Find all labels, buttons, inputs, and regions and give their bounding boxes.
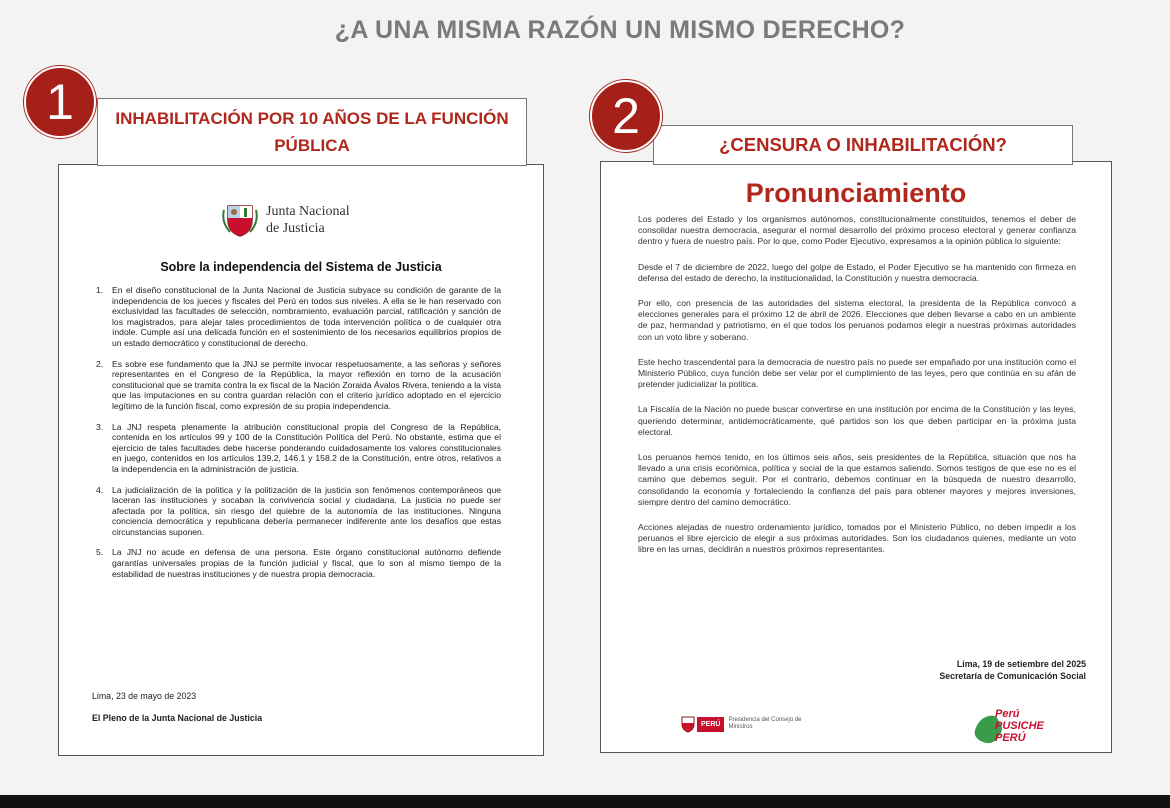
page-title: ¿A UNA MISMA RAZÓN UN MISMO DERECHO? (334, 16, 906, 44)
list-item: 5. La JNJ no acude en defensa de una persona. Este órgano constitucional autónomo defiende garantías universales propias de la función judicial y fiscal, que lo son al mismo tiempo de la estabilidad de nuestras instituciones y de nuestra propia democracia. (96, 547, 501, 579)
campaign-logo (969, 702, 1061, 752)
document-body (638, 214, 1076, 570)
pcm-logo (679, 715, 808, 733)
number-badge-1: 1 (24, 66, 96, 138)
pronunciamiento-document (600, 161, 1112, 753)
jnj-statement-document (58, 164, 544, 756)
number-badge-2: 2 (590, 80, 662, 152)
peru-shield-icon (679, 715, 697, 733)
list-item: 1. En el diseño constitucional de la Junta Nacional de Justicia subyace su condición de garante de la independencia de los jueces y fiscales del Perú en todos sus niveles. A ella se le han reservado con exclusividad las facultades de selección, nombramiento, evaluación parcial, ratificación y sanción de los magistrados, para alejar tales procedimientos de toda intervención política o de cualquier otra índole. Cumple así una delicada función en el sostenimiento de los necesarios equilibrios propios de un estado democrático y constitucional de derecho. (96, 285, 501, 348)
list-item: 2. Es sobre ese fundamento que la JNJ se permite invocar respetuosamente, a las señoras y señores representantes en el Congreso de la República, la mayor reflexión en torno de la acusación constitucional que se tramita contra la ex fiscal de la Nación Zoraida Ávalos Rivera, teniendo a la vista que las imputaciones en su contra guardan relación con el criterio jurídico adoptado en el ejercicio legítimo de la función fiscal, como expresión de su propia independencia. (96, 358, 501, 411)
document-title: Sobre la independencia del Sistema de Justicia (160, 260, 442, 274)
numbered-list (96, 285, 501, 589)
document-signature: El Pleno de la Junta Nacional de Justicia (92, 713, 263, 723)
paragraph: La Fiscalía de la Nación no puede buscar convertirse en una institución por encima de la Constitución y las leyes, queriendo determinar, antidemocráticamente, qué partidos son los que deben participar en la próxima justa electoral. (638, 404, 1076, 437)
paragraph: Los peruanos hemos tenido, en los últimos seis años, seis presidentes de la República, situación que nos ha llevado a una crisis económica, política y social de la que estamos saliendo. Somos testigos de que ese no es el camino que debemos seguir. Por el contrario, debemos continuar en la búsqueda de nuestro desarrollo, consolidando la economía y fortaleciendo la confianza del país para obtener mayores y mejores inversiones, siempre dentro del camino democrático. (638, 452, 1076, 507)
document-date: Lima, 19 de setiembre del 2025 (956, 659, 1086, 669)
list-item: 4. La judicialización de la política y la politización de la justicia son fenómenos contemporáneos que laceran las instituciones y socaban la convivencia social y ciudadana. La justicia no puede ser afectada por la política, sin riesgo del quiebre de la autonomía de las instituciones. Ninguna conciencia democrática y republicana debería permanecer indiferente ante los desafíos que estas circunstancias suponen. (96, 484, 501, 537)
paragraph: Este hecho trascendental para la democracia de nuestro país no puede ser empañado por una institución como el Ministerio Público, cuya función debe ser velar por el cumplimiento de las leyes, pero que continúa en su afán de pretender judicializar la política. (638, 356, 1076, 390)
paragraph: Acciones alejadas de nuestro ordenamiento jurídico, tomados por el Ministerio Público, no deben impedir a los peruanos el libre ejercicio de elegir a sus próximas autoridades. Son los ciudadanos quienes, mediante un voto libre en las urnas, decidirán a nuestros próximos representantes. (638, 522, 1076, 555)
list-item: 3. La JNJ respeta plenamente la atribución constitucional propia del Congreso de la República, contenida en los artículos 99 y 100 de la Constitución Política del Perú. No obstante, estima que el ejercicio de tales facultades debe hacerse ponderando cuidadosamente los valores constitucionales en juego, contenidos en los artículos 139.2, 146.1 y 158.2 de la Constitución, entre otros, relativos a la independencia en la administración de justicia. (96, 421, 501, 474)
right-label: ¿CENSURA O INHABILITACIÓN? (653, 125, 1073, 165)
paragraph: Los poderes del Estado y los organismos autónomos, constitucionalmente constituidos, tenemos el deber de consolidar nuestra democracia, asegurar el normal desarrollo del próximo proceso electoral y generar confianza dentro y fuera de nuestro país. Por lo que, como Poder Ejecutivo, expresamos a la opinión pública lo siguiente: (638, 214, 1076, 247)
paragraph: Desde el 7 de diciembre de 2022, luego del golpe de Estado, el Poder Ejecutivo se ha mantenido con firmeza en defensa del estado de derecho, la institucionalidad, la Constitución y nuestra democracia. (638, 261, 1076, 283)
left-label: INHABILITACIÓN POR 10 AÑOS DE LA FUNCIÓN PÚBLICA (97, 98, 527, 166)
pcm-name: Presidencia del Consejo de Ministros (728, 717, 802, 730)
document-signature: Secretaría de Comunicación Social (939, 671, 1086, 681)
footer-logos (601, 702, 1111, 752)
document-date: Lima, 23 de mayo de 2023 (92, 691, 197, 701)
peru-shield-icon (222, 202, 258, 238)
paragraph: Por ello, con presencia de las autoridades del sistema electoral, la presidenta de la República convocó a elecciones generales para el próximo 12 de abril de 2026. Elecciones que deben llevarse a cabo en un ambiente de paz, hermandad y patriotismo, en el que todos los peruanos podamos elegir a nuestras próximas autoridades con un voto libre y soberano. (638, 298, 1076, 342)
org-name: Junta Nacional de Justicia (266, 204, 350, 236)
bottom-bar (0, 795, 1170, 808)
peru-brand: PERÚ (697, 717, 724, 732)
jnj-logo (222, 202, 366, 238)
campaign-text: Perú PUSICHE PERÚ (995, 708, 1044, 744)
signature-block (939, 658, 1086, 682)
document-title: Pronunciamiento (745, 178, 967, 208)
